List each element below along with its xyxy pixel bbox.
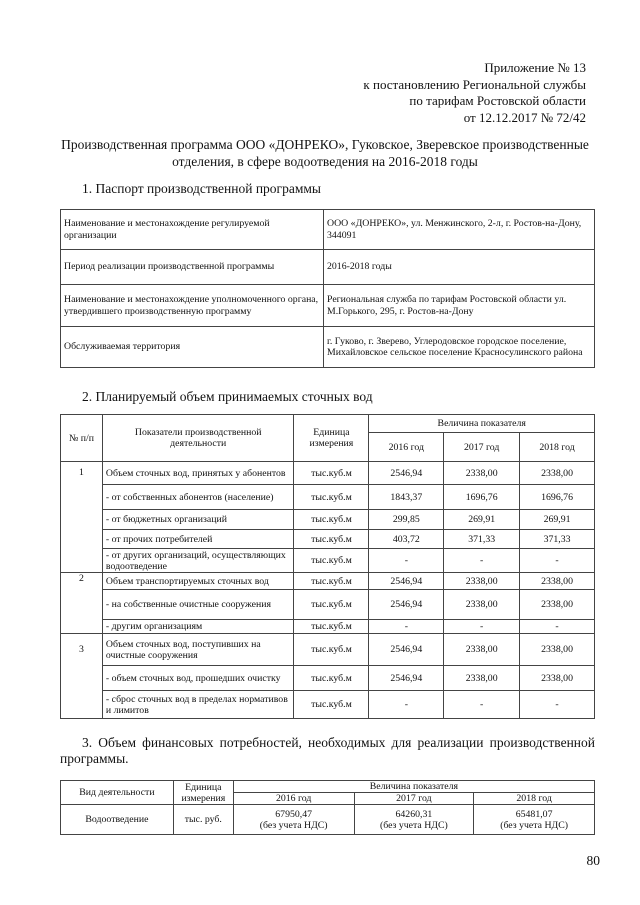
unit: тыс.куб.м	[294, 634, 369, 666]
unit: тыс.куб.м	[294, 510, 369, 530]
table-row	[61, 549, 595, 573]
table-row	[61, 285, 595, 327]
column-header-2016: 2016 год	[233, 793, 354, 805]
value-2017: 2338,00	[444, 590, 520, 620]
value-2018: 371,33	[520, 530, 595, 549]
value-2018: 2338,00	[520, 634, 595, 666]
value-2018: -	[520, 549, 595, 573]
table-header-row	[61, 781, 595, 793]
table-row	[61, 210, 595, 250]
unit: тыс.куб.м	[294, 573, 369, 590]
title-line: Производственная программа ООО «ДОНРЕКО», Гуковское, Зверевское производственные	[61, 137, 589, 152]
amount: 65481,07	[515, 808, 553, 820]
vat-note: (без учета НДС)	[379, 819, 448, 831]
value-2017: -	[444, 620, 520, 634]
document-title	[60, 137, 590, 170]
section-3-heading: 3. Объем финансовых потребностей, необходимых для реализации производственной программы.	[60, 735, 595, 766]
indicator-name: Объем сточных вод, принятых у абонентов	[102, 462, 294, 485]
unit: тыс.куб.м	[294, 549, 369, 573]
value-2016: 299,85	[369, 510, 444, 530]
indicator-name: - от прочих потребителей	[102, 530, 294, 549]
value-2016: 2546,94	[369, 590, 444, 620]
indicator-name: - от бюджетных организаций	[102, 510, 294, 530]
indicator-name: Объем транспортируемых сточных вод	[102, 573, 294, 590]
value-2017	[354, 805, 474, 835]
value-2016: 2546,94	[369, 666, 444, 691]
column-header-2018: 2018 год	[520, 433, 595, 462]
value-2017: 2338,00	[444, 634, 520, 666]
unit: тыс.куб.м	[294, 620, 369, 634]
value-2017: 1696,76	[444, 485, 520, 510]
value-2018: 1696,76	[520, 485, 595, 510]
value-2017: 2338,00	[444, 573, 520, 590]
appendix-line: Приложение № 13	[484, 60, 586, 75]
passport-label: Наименование и местонахождение уполномоченного органа, утвердившего производственную программу	[61, 285, 324, 327]
column-header-value: Величина показателя	[233, 781, 594, 793]
appendix-header	[363, 60, 586, 126]
row-number: 3	[61, 634, 103, 719]
value-2016: 1843,37	[369, 485, 444, 510]
table-row	[61, 573, 595, 590]
activity-name: Водоотведение	[61, 805, 174, 835]
passport-label: Обслуживаемая территория	[61, 327, 324, 368]
financial-needs-table	[60, 780, 595, 835]
value-2018: -	[520, 620, 595, 634]
amount: 64260,31	[395, 808, 433, 820]
unit: тыс.куб.м	[294, 530, 369, 549]
column-header-2017: 2017 год	[444, 433, 520, 462]
table-header-row	[61, 415, 595, 433]
appendix-line: к постановлению Региональной службы	[363, 76, 586, 92]
value-2016: -	[369, 620, 444, 634]
table-row	[61, 691, 595, 719]
unit: тыс.куб.м	[294, 485, 369, 510]
value-2018: 2338,00	[520, 462, 595, 485]
value-2018	[474, 805, 595, 835]
value-2017: 269,91	[444, 510, 520, 530]
value-2018: 2338,00	[520, 590, 595, 620]
value-2016: -	[369, 549, 444, 573]
column-header-unit: Единица измерения	[173, 781, 233, 805]
table-row	[61, 250, 595, 285]
row-number: 1	[61, 462, 103, 573]
column-header-num: № п/п	[61, 415, 103, 462]
unit: тыс.куб.м	[294, 691, 369, 719]
table-row	[61, 634, 595, 666]
table-row	[61, 327, 595, 368]
value-2017: 2338,00	[444, 462, 520, 485]
value-2016: -	[369, 691, 444, 719]
appendix-line: от 12.12.2017 № 72/42	[463, 109, 586, 125]
value-2017: 371,33	[444, 530, 520, 549]
table-row	[61, 620, 595, 634]
page-number: 80	[586, 853, 600, 868]
unit: тыс.куб.м	[294, 590, 369, 620]
table-row	[61, 485, 595, 510]
value-2018: 2338,00	[520, 573, 595, 590]
table-row	[61, 510, 595, 530]
title-line: отделения, в сфере водоотведения на 2016-2018 годы	[172, 153, 478, 169]
passport-value: Региональная служба по тарифам Ростовской области ул. М.Горького, 295, г. Ростов-на-Дону	[324, 285, 595, 327]
value-2018: 2338,00	[520, 666, 595, 691]
indicator-name: Объем сточных вод, поступивших на очистные сооружения	[102, 634, 294, 666]
passport-value: ООО «ДОНРЕКО», ул. Менжинского, 2-л, г. Ростов-на-Дону, 344091	[324, 210, 595, 250]
appendix-line: по тарифам Ростовской области	[409, 93, 586, 108]
indicator-name: - на собственные очистные сооружения	[102, 590, 294, 620]
unit: тыс.куб.м	[294, 666, 369, 691]
value-2016: 403,72	[369, 530, 444, 549]
column-header-activity: Вид деятельности	[61, 781, 174, 805]
value-2016	[233, 805, 354, 835]
table-row	[61, 590, 595, 620]
value-2018: 269,91	[520, 510, 595, 530]
indicator-name: - другим организациям	[102, 620, 294, 634]
wastewater-volume-table	[60, 414, 595, 719]
column-header-2018: 2018 год	[474, 793, 595, 805]
vat-note: (без учета НДС)	[259, 819, 328, 831]
column-header-value: Величина показателя	[369, 415, 595, 433]
column-header-indicator: Показатели производственной деятельности	[102, 415, 294, 462]
passport-label: Наименование и местонахождение регулируемой организации	[61, 210, 324, 250]
value-2016: 2546,94	[369, 634, 444, 666]
table-row	[61, 805, 595, 835]
indicator-name: - объем сточных вод, прошедших очистку	[102, 666, 294, 691]
unit: тыс. руб.	[173, 805, 233, 835]
table-row	[61, 462, 595, 485]
table-row	[61, 666, 595, 691]
indicator-name: - от других организаций, осуществляющих водоотведение	[102, 549, 294, 573]
indicator-name: - сброс сточных вод в пределах нормативов и лимитов	[102, 691, 294, 719]
value-2016: 2546,94	[369, 573, 444, 590]
unit: тыс.куб.м	[294, 462, 369, 485]
value-2017: -	[444, 549, 520, 573]
passport-value: г. Гуково, г. Зверево, Углеродовское городское поселение, Михайловское сельское поселение Красносулинского района	[324, 327, 595, 368]
value-2018: -	[520, 691, 595, 719]
indicator-name: - от собственных абонентов (население)	[102, 485, 294, 510]
value-2017: -	[444, 691, 520, 719]
vat-note: (без учета НДС)	[500, 819, 569, 831]
column-header-unit: Единица измерения	[294, 415, 369, 462]
row-number: 2	[61, 573, 103, 634]
passport-table	[60, 209, 595, 368]
passport-value: 2016-2018 годы	[324, 250, 595, 285]
value-2016: 2546,94	[369, 462, 444, 485]
passport-label: Период реализации производственной программы	[61, 250, 324, 285]
value-2017: 2338,00	[444, 666, 520, 691]
section-2-heading: 2. Планируемый объем принимаемых сточных вод	[82, 389, 373, 404]
column-header-2016: 2016 год	[369, 433, 444, 462]
amount: 67950,47	[275, 808, 313, 820]
column-header-2017: 2017 год	[354, 793, 474, 805]
section-1-heading: 1. Паспорт производственной программы	[82, 181, 321, 196]
table-row	[61, 530, 595, 549]
